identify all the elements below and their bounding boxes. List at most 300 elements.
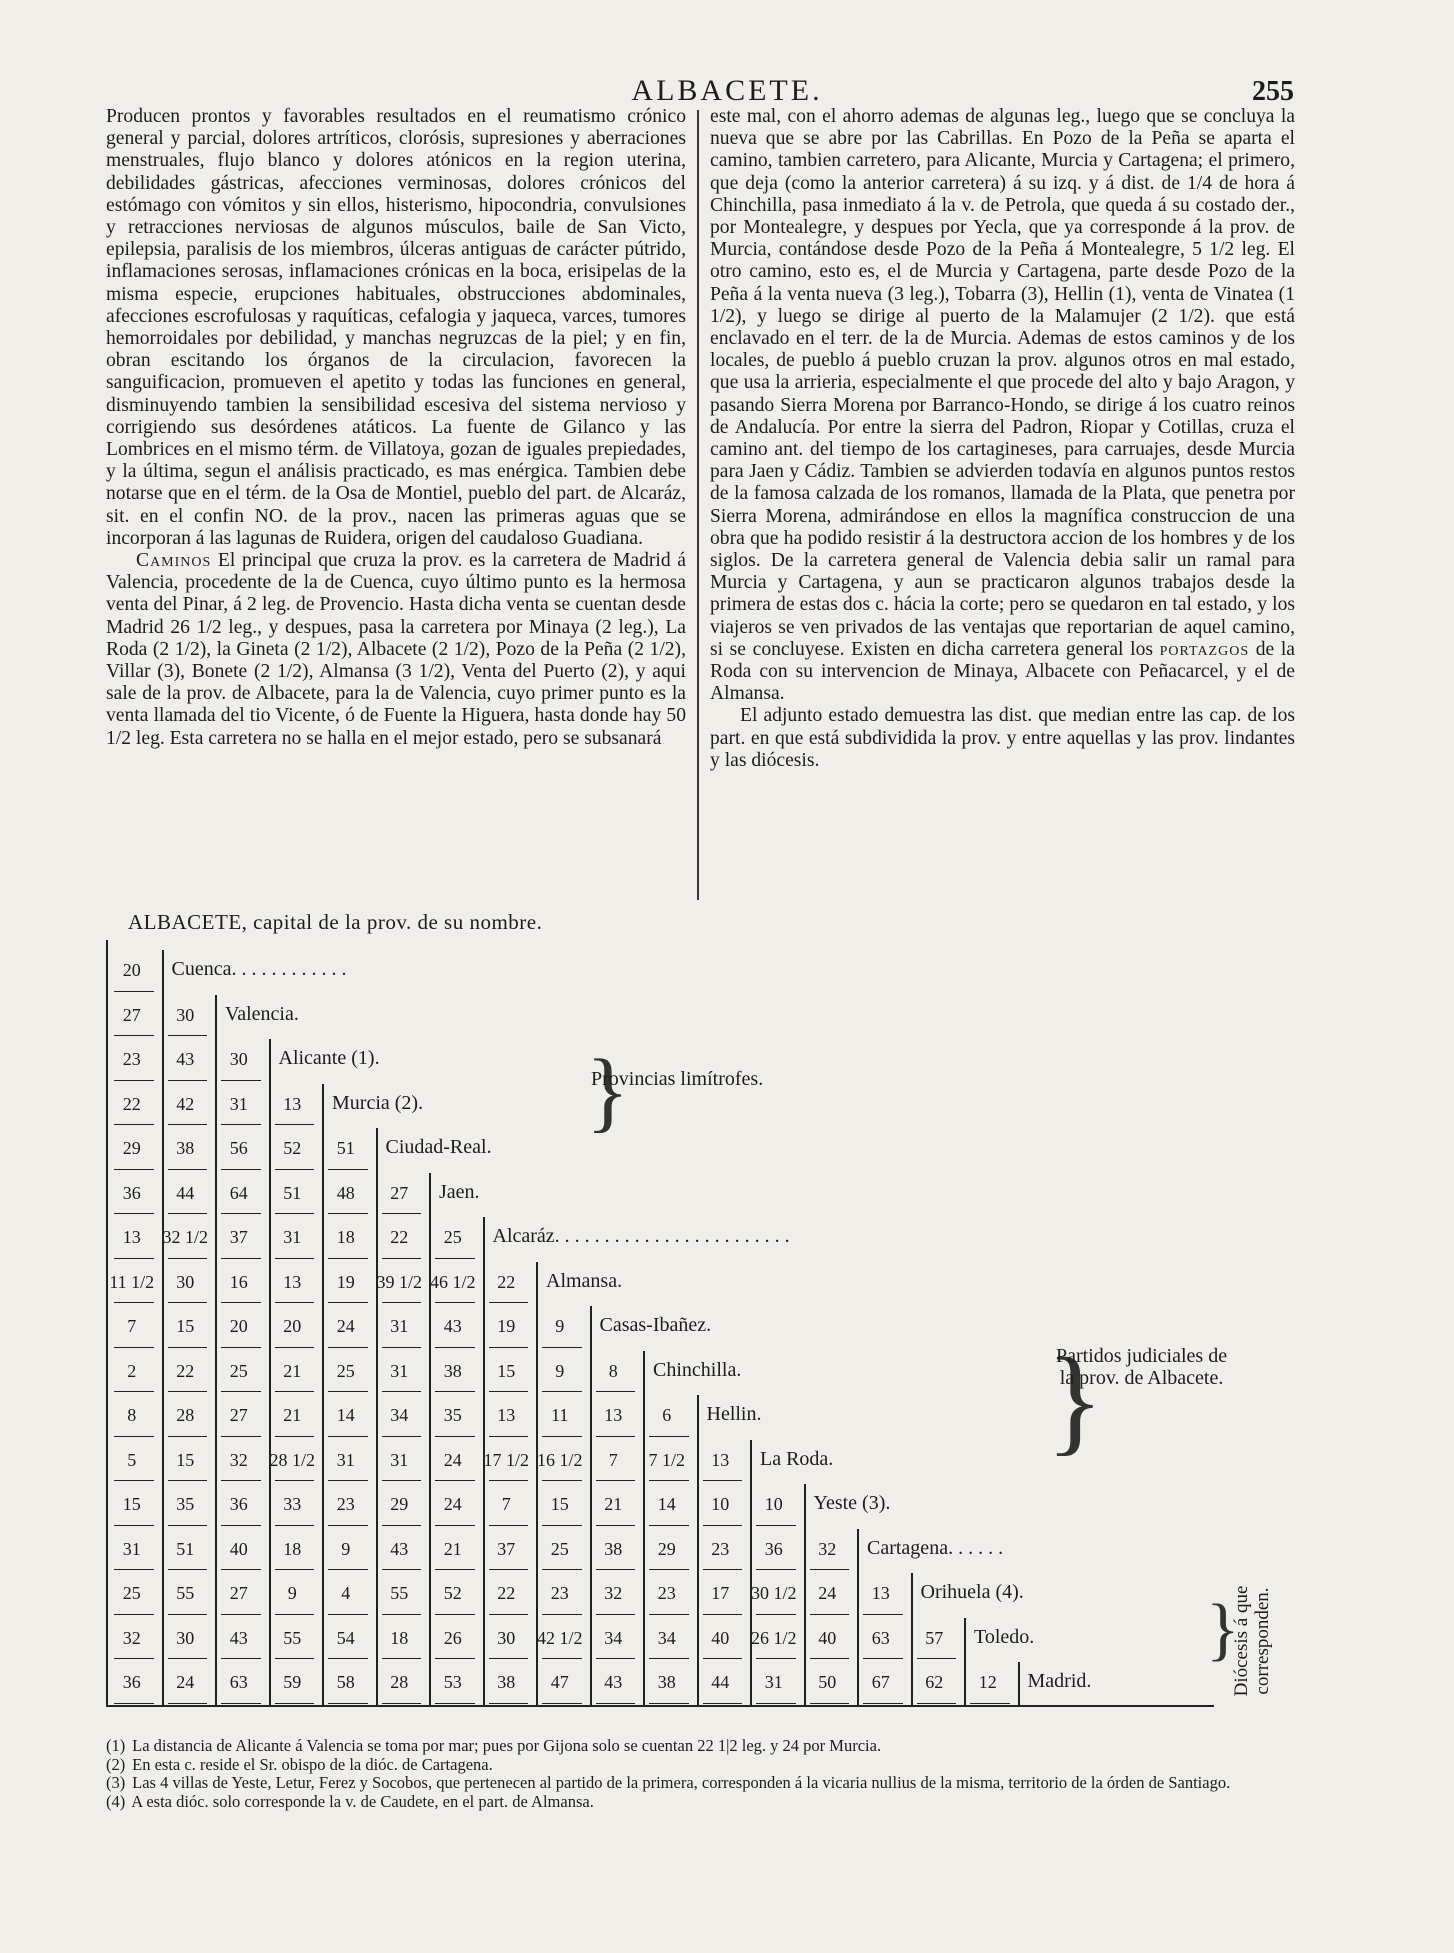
table-cell: 16 1/2 bbox=[536, 1449, 583, 1470]
footnote bbox=[106, 1774, 1316, 1793]
cell-rule bbox=[649, 1703, 689, 1704]
cell-rule bbox=[435, 1436, 475, 1437]
table-cell: 21 bbox=[443, 1538, 462, 1559]
table-cell: 22 bbox=[176, 1360, 195, 1381]
table-cell: 15 bbox=[176, 1449, 195, 1470]
table-cell: 29 bbox=[390, 1494, 409, 1514]
cell-rule bbox=[221, 1703, 261, 1704]
cell-rule bbox=[382, 1436, 422, 1437]
cell-rule bbox=[810, 1703, 850, 1704]
table-cell: 18 bbox=[283, 1538, 302, 1559]
group-brace-dioceses: } bbox=[1206, 1591, 1240, 1668]
table-cell: 33 bbox=[283, 1494, 302, 1514]
table-cell: 9 bbox=[287, 1583, 297, 1603]
footnotes bbox=[106, 1737, 1316, 1811]
table-cell: 25 bbox=[443, 1227, 462, 1247]
table-cell: 30 1/2 bbox=[750, 1583, 797, 1603]
table-cell: 20 bbox=[229, 1316, 248, 1336]
cell-rule bbox=[863, 1703, 903, 1704]
cell-rule bbox=[810, 1569, 850, 1570]
cell-rule bbox=[221, 1347, 261, 1348]
cell-rule bbox=[275, 1525, 315, 1526]
cell-rule bbox=[168, 1436, 208, 1437]
table-cell: 24 bbox=[336, 1316, 355, 1336]
cell-rule bbox=[489, 1480, 529, 1481]
cell-rule bbox=[596, 1391, 636, 1392]
table-cell: 67 bbox=[871, 1672, 890, 1692]
table-cell: 31 bbox=[390, 1449, 409, 1470]
table-cell: 42 bbox=[176, 1093, 195, 1114]
table-cell: 31 bbox=[390, 1316, 409, 1336]
cell-rule bbox=[328, 1213, 368, 1214]
cell-rule bbox=[275, 1658, 315, 1659]
table-cell: 39 1/2 bbox=[376, 1271, 422, 1292]
cell-rule bbox=[114, 1436, 154, 1437]
cell-rule bbox=[970, 1703, 1010, 1704]
cell-rule bbox=[703, 1614, 743, 1615]
row-label: Valencia. bbox=[225, 1002, 299, 1025]
cell-rule bbox=[382, 1658, 422, 1659]
cell-rule bbox=[168, 1124, 208, 1125]
table-cell: 17 1/2 bbox=[483, 1449, 529, 1470]
cell-rule bbox=[382, 1302, 422, 1303]
table-cell: 27 bbox=[229, 1405, 248, 1425]
cell-rule bbox=[542, 1480, 582, 1481]
table-cell: 32 1/2 bbox=[162, 1227, 208, 1247]
table-cell: 13 bbox=[122, 1227, 141, 1247]
table-cell: 55 bbox=[283, 1627, 302, 1648]
cell-rule bbox=[382, 1258, 422, 1259]
cell-rule bbox=[114, 1614, 154, 1615]
cell-rule bbox=[756, 1525, 796, 1526]
cell-rule bbox=[114, 1569, 154, 1570]
cell-rule bbox=[328, 1169, 368, 1170]
table-cell: 38 bbox=[176, 1138, 195, 1158]
table-cell: 23 bbox=[550, 1583, 569, 1603]
table-cell: 21 bbox=[604, 1494, 623, 1514]
table-cell: 51 bbox=[176, 1538, 195, 1559]
cell-rule bbox=[382, 1614, 422, 1615]
cell-rule bbox=[221, 1436, 261, 1437]
paragraph-text: de la Roda con su intervencion de Minaya, Albacete con Peñacarcel, y el de Almansa. bbox=[710, 638, 1295, 705]
table-cell: 34 bbox=[657, 1627, 676, 1648]
cell-rule bbox=[382, 1703, 422, 1704]
table-cell: 55 bbox=[176, 1583, 195, 1603]
table-cell: 15 bbox=[122, 1494, 141, 1514]
cell-rule bbox=[489, 1569, 529, 1570]
row-label: Ciudad-Real. bbox=[385, 1136, 492, 1158]
cell-rule bbox=[703, 1480, 743, 1481]
footnote bbox=[106, 1756, 1316, 1775]
table-cell: 15 bbox=[550, 1494, 569, 1514]
table-cell: 38 bbox=[497, 1672, 516, 1692]
page-title: ALBACETE. bbox=[631, 74, 823, 107]
table-cell: 36 bbox=[764, 1538, 783, 1559]
cell-rule bbox=[542, 1703, 582, 1704]
cell-rule bbox=[596, 1436, 636, 1437]
row-divider bbox=[429, 1173, 431, 1707]
table-cell: 13 bbox=[711, 1449, 730, 1470]
table-cell: 19 bbox=[336, 1271, 355, 1292]
table-cell: 36 bbox=[122, 1672, 141, 1692]
group-brace-provinces: } bbox=[586, 1042, 630, 1141]
cell-rule bbox=[328, 1302, 368, 1303]
cell-rule bbox=[649, 1436, 689, 1437]
table-cell: 27 bbox=[122, 1004, 141, 1025]
cell-rule bbox=[489, 1525, 529, 1526]
cell-rule bbox=[221, 1569, 261, 1570]
cell-rule bbox=[596, 1658, 636, 1659]
table-cell: 32 bbox=[122, 1627, 141, 1648]
table-border-bottom bbox=[106, 1705, 1214, 1707]
cell-rule bbox=[114, 1480, 154, 1481]
table-cell: 31 bbox=[764, 1672, 783, 1692]
cell-rule bbox=[328, 1614, 368, 1615]
running-head bbox=[0, 74, 1454, 108]
table-cell: 52 bbox=[283, 1138, 302, 1158]
table-cell: 5 bbox=[127, 1449, 137, 1470]
paragraph: Producen prontos y favorables resultados en el reumatismo crónico general y parcial, dolores artríticos, clorósis, supresiones y aberraciones menstruales, flujo blanco y dolores atónicos en la region uterina, debilidades gástricas, afecciones verminosas, dolores crónicos del estómago con vómitos y sin ellos, histerismo, hipocondria, convulsiones y retracciones nerviosas de algunos músculos, baile de San Victo, epilepsia, paralisis de los miembros, úlceras antiguas de carácter pútrido, inflamaciones serosas, inflamaciones crónicas en la boca, erisipelas de la misma especie, erupciones habituales, obstrucciones abdominales, afecciones escrofulosas y raquíticas, cefalogia y jaqueca, varces, tumores hemorroidales por debilidad, y manchas negruzcas de la piel; y en fin, obran escitando los órganos de la circulacion, favorecen la sanguificacion, promueven el apetito y todas las funciones en general, disminuyendo tambien la sensibilidad escesiva del sistema nervioso y corrigiendo sus desórdenes atáticos. La fuente de Gilanco y las Lombrices en el mismo térm. de Villatoya, gozan de iguales prepiedades, y la última, segun el análisis practicado, es mas enérgica. Tambien debe notarse que en el térm. de la Osa de Montiel, pueblo del part. de Alcaráz, sit. en el confin NO. de la prov., nacen las primeras aguas que se incorporan á las lagunas de Ruidera, origen del caudaloso Guadiana. bbox=[106, 106, 686, 549]
cell-rule bbox=[435, 1658, 475, 1659]
cell-rule bbox=[114, 1525, 154, 1526]
group-label-dioceses bbox=[1231, 1556, 1273, 1726]
cell-rule bbox=[114, 1658, 154, 1659]
table-cell: 11 1/2 bbox=[109, 1271, 155, 1292]
table-cell: 31 bbox=[229, 1093, 248, 1114]
cell-rule bbox=[168, 1658, 208, 1659]
table-cell: 56 bbox=[229, 1138, 248, 1158]
section-lead: Caminos bbox=[136, 550, 212, 572]
paragraph: El adjunto estado demuestra las dist. que median entre las cap. de los part. en que está subdividida la prov. y entre aquellas y las prov. lindantes y las diócesis. bbox=[710, 705, 1295, 771]
paragraph-text: El principal que cruza la prov. es la carretera de Madrid á Valencia, procedente de la de Cuenca, cuyo último punto es la hermosa venta del Pinar, á 2 leg. de Provencio. Hasta dicha venta se cuentan desde Madrid 26 1/2 leg., y despues, pasa la carretera por Minaya (2 leg.), La Roda (2 1/2), la Gineta (2 1/2), Albacete (2 1/2), Pozo de la Peña (2 1/2), Villar (3), Bonete (2 1/2), Almansa (3 1/2), Venta del Puerto (2), y aqui sale de la prov. de Albacete, para la de Valencia, cuyo primer punto es la venta llamada del tio Vicente, ó de Fuente la Higuera, hasta donde hay 50 1/2 leg. Esta carretera no se halla en el mejor estado, pero se subsanará bbox=[106, 550, 686, 749]
table-cell: 30 bbox=[176, 1271, 195, 1292]
table-cell: 59 bbox=[283, 1672, 302, 1692]
table-cell: 26 bbox=[443, 1627, 462, 1648]
cell-rule bbox=[168, 1614, 208, 1615]
table-cell: 47 bbox=[550, 1672, 569, 1692]
table-cell: 34 bbox=[604, 1627, 623, 1648]
cell-rule bbox=[328, 1436, 368, 1437]
cell-rule bbox=[114, 1169, 154, 1170]
cell-rule bbox=[275, 1258, 315, 1259]
table-cell: 30 bbox=[497, 1627, 516, 1648]
table-cell: 22 bbox=[122, 1093, 141, 1114]
cell-rule bbox=[168, 1391, 208, 1392]
row-label: Alcaráz. . . . . . . . . . . . . . . . . . . . . . . . bbox=[492, 1225, 790, 1247]
table-cell: 13 bbox=[604, 1405, 623, 1425]
paragraph bbox=[106, 550, 686, 750]
table-cell: 9 bbox=[341, 1538, 351, 1559]
cell-rule bbox=[382, 1569, 422, 1570]
distance-table bbox=[106, 940, 1316, 1700]
cell-rule bbox=[917, 1703, 957, 1704]
table-cell: 24 bbox=[443, 1494, 462, 1514]
table-cell: 15 bbox=[176, 1316, 195, 1336]
paragraph-text: este mal, con el ahorro ademas de algunas leg., luego que se concluya la nueva que se abre por las Cabrillas. En Pozo de la Peña se aparta el camino, tambien carretero, para Alicante, Murcia y Cartagena; el primero, que deja (como la anterior carretera) á su izq. y á dist. de 1/4 de hora á Chinchilla, pasa inmediato á la v. de Petrola, que queda á su costado der., por Montealegre, y despues por Yecla, que ya corresponde á la prov. de Murcia, contándose desde Pozo de la Peña á Montealegre, 5 1/2 leg. El otro camino, esto es, el de Murcia y Cartagena, parte desde Pozo de la Peña á la venta nueva (3 leg.), Tobarra (3), Hellin (1), venta de Vinatea (1 1/2), y luego se dirige al puerto de la Malamujer (2 1/2). que está enclavado en el terr. de la de Murcia. Ademas de estos caminos y de los locales, de pueblo á pueblo cruzan la prov. algunos otros en mal estado, que usa la arrieria, especialmente el que procede del alto y bajo Aragon, y pasando Sierra Morena por Barranco-Hondo, se dirige á los cuatro reinos de Andalucía. Por entre la sierra del Padron, Riopar y Cotillas, cruza el camino ant. del tiempo de los cartagineses, para carruajes, desde Murcia para Jaen y Cádiz. Tambien se advierden todavía en algunos puntos restos de la famosa calzada de los romanos, llamada de la Plata, que penetra por Sierra Morena, admirándose en ellos la magnífica construccion de una obra que ha podido resistir á la destructora accion de los hombres y de los siglos. De la carretera general de Valencia debia salir un ramal para Murcia y Cartagena, y aun se practicaron algunos trabajos desde la primera de estas dos c. hácia la corte; pero se quedaron en tal estado, y los viajeros se ven privados de las ventajas que reportarian de aquel camino, si se concluyese. Existen en dicha carretera general los bbox=[710, 106, 1295, 660]
cell-rule bbox=[542, 1391, 582, 1392]
table-cell: 7 bbox=[501, 1494, 511, 1514]
cell-rule bbox=[596, 1614, 636, 1615]
cell-rule bbox=[703, 1658, 743, 1659]
row-divider bbox=[964, 1618, 966, 1707]
group-label-line: Partidos judiciales de bbox=[1056, 1345, 1228, 1367]
cell-rule bbox=[328, 1525, 368, 1526]
table-cell: 44 bbox=[711, 1672, 730, 1692]
table-cell: 14 bbox=[657, 1494, 676, 1514]
cell-rule bbox=[275, 1302, 315, 1303]
small-caps-term: portazgos bbox=[1159, 638, 1250, 660]
table-cell: 64 bbox=[229, 1182, 248, 1203]
cell-rule bbox=[382, 1525, 422, 1526]
cell-rule bbox=[863, 1658, 903, 1659]
table-cell: 37 bbox=[229, 1227, 248, 1247]
cell-rule bbox=[168, 1213, 208, 1214]
table-cell: 36 bbox=[122, 1182, 141, 1203]
table-cell: 28 bbox=[390, 1672, 409, 1692]
cell-rule bbox=[382, 1213, 422, 1214]
cell-rule bbox=[435, 1480, 475, 1481]
cell-rule bbox=[649, 1525, 689, 1526]
table-cell: 27 bbox=[229, 1583, 248, 1603]
row-label: Toledo. bbox=[974, 1625, 1035, 1648]
cell-rule bbox=[114, 1703, 154, 1704]
footnote-text: La distancia de Alicante á Valencia se toma por mar; pues por Gijona solo se cuentan 22 1|2 leg. y 24 por Murcia. bbox=[128, 1736, 882, 1755]
cell-rule bbox=[328, 1258, 368, 1259]
cell-rule bbox=[542, 1569, 582, 1570]
footnote-number: (3) bbox=[106, 1773, 126, 1792]
cell-rule bbox=[542, 1436, 582, 1437]
cell-rule bbox=[168, 1080, 208, 1081]
table-cell: 9 bbox=[555, 1316, 565, 1336]
table-cell: 4 bbox=[341, 1583, 351, 1603]
table-cell: 7 1/2 bbox=[648, 1449, 685, 1470]
cell-rule bbox=[328, 1703, 368, 1704]
table-cell: 17 bbox=[711, 1583, 730, 1603]
cell-rule bbox=[703, 1569, 743, 1570]
table-cell: 32 bbox=[818, 1538, 837, 1559]
cell-rule bbox=[596, 1569, 636, 1570]
footnote bbox=[106, 1793, 1316, 1812]
table-cell: 27 bbox=[390, 1182, 409, 1203]
table-cell: 14 bbox=[336, 1405, 355, 1425]
table-cell: 20 bbox=[283, 1316, 302, 1336]
group-label-line: Diócesis á que bbox=[1231, 1585, 1252, 1697]
cell-rule bbox=[221, 1302, 261, 1303]
table-cell: 31 bbox=[390, 1360, 409, 1381]
table-cell: 23 bbox=[711, 1538, 730, 1559]
cell-rule bbox=[435, 1302, 475, 1303]
cell-rule bbox=[221, 1614, 261, 1615]
row-divider bbox=[1018, 1662, 1020, 1707]
cell-rule bbox=[168, 1569, 208, 1570]
cell-rule bbox=[114, 1080, 154, 1081]
cell-rule bbox=[221, 1258, 261, 1259]
table-cell: 22 bbox=[497, 1583, 516, 1603]
table-cell: 8 bbox=[127, 1405, 137, 1425]
table-cell: 32 bbox=[229, 1449, 248, 1470]
cell-rule bbox=[328, 1480, 368, 1481]
footnote bbox=[106, 1737, 1316, 1756]
cell-rule bbox=[221, 1080, 261, 1081]
cell-rule bbox=[435, 1525, 475, 1526]
cell-rule bbox=[542, 1525, 582, 1526]
table-cell: 31 bbox=[283, 1227, 302, 1247]
cell-rule bbox=[275, 1569, 315, 1570]
page-number: 255 bbox=[1252, 76, 1294, 107]
row-label: Casas-Ibañez. bbox=[599, 1314, 712, 1336]
table-cell: 38 bbox=[443, 1360, 462, 1381]
table-cell: 18 bbox=[336, 1227, 355, 1247]
cell-rule bbox=[328, 1569, 368, 1570]
row-label: Alicante (1). bbox=[278, 1047, 380, 1069]
table-cell: 23 bbox=[336, 1494, 355, 1514]
table-cell: 50 bbox=[818, 1672, 837, 1692]
cell-rule bbox=[114, 1347, 154, 1348]
table-cell: 55 bbox=[390, 1583, 409, 1603]
cell-rule bbox=[756, 1703, 796, 1704]
table-cell: 26 1/2 bbox=[750, 1627, 797, 1648]
cell-rule bbox=[596, 1480, 636, 1481]
cell-rule bbox=[221, 1169, 261, 1170]
row-divider bbox=[322, 1084, 324, 1707]
table-cell: 25 bbox=[550, 1538, 569, 1559]
cell-rule bbox=[649, 1569, 689, 1570]
table-cell: 11 bbox=[551, 1405, 569, 1425]
row-label: Murcia (2). bbox=[332, 1091, 424, 1114]
cell-rule bbox=[275, 1213, 315, 1214]
table-cell: 13 bbox=[283, 1093, 302, 1114]
cell-rule bbox=[649, 1658, 689, 1659]
table-cell: 48 bbox=[336, 1182, 355, 1203]
cell-rule bbox=[435, 1347, 475, 1348]
table-cell: 58 bbox=[336, 1672, 355, 1692]
cell-rule bbox=[221, 1480, 261, 1481]
table-cell: 31 bbox=[122, 1538, 141, 1559]
table-cell: 29 bbox=[122, 1138, 141, 1158]
row-divider bbox=[750, 1440, 752, 1707]
cell-rule bbox=[542, 1658, 582, 1659]
row-label: Cartagena. . . . . . bbox=[867, 1536, 1004, 1559]
cell-rule bbox=[703, 1525, 743, 1526]
row-divider bbox=[643, 1351, 645, 1707]
table-cell: 23 bbox=[122, 1049, 141, 1069]
cell-rule bbox=[168, 1525, 208, 1526]
row-label: Orihuela (4). bbox=[920, 1581, 1024, 1603]
footnote-text: Las 4 villas de Yeste, Letur, Ferez y Socobos, que pertenecen al partido de la primera, corresponden á la vicaria nullius de la misma, territorio de la órden de Santiago. bbox=[128, 1773, 1231, 1792]
table-cell: 28 1/2 bbox=[269, 1449, 315, 1470]
table-cell: 28 bbox=[176, 1405, 195, 1425]
table-cell: 12 bbox=[978, 1672, 997, 1692]
cell-rule bbox=[382, 1391, 422, 1392]
table-cell: 35 bbox=[176, 1494, 195, 1514]
table-cell: 22 bbox=[390, 1227, 409, 1247]
left-column bbox=[106, 106, 686, 750]
table-cell: 63 bbox=[871, 1627, 890, 1648]
cell-rule bbox=[328, 1391, 368, 1392]
table-caption: ALBACETE, capital de la prov. de su nombre. bbox=[128, 910, 543, 934]
table-cell: 2 bbox=[127, 1360, 137, 1381]
table-cell: 8 bbox=[608, 1360, 618, 1381]
column-divider bbox=[697, 110, 699, 900]
table-cell: 24 bbox=[443, 1449, 462, 1470]
table-cell: 54 bbox=[336, 1627, 355, 1648]
cell-rule bbox=[382, 1347, 422, 1348]
table-cell: 52 bbox=[443, 1583, 462, 1603]
cell-rule bbox=[596, 1525, 636, 1526]
cell-rule bbox=[221, 1525, 261, 1526]
cell-rule bbox=[328, 1347, 368, 1348]
table-cell: 13 bbox=[871, 1583, 890, 1603]
table-cell: 43 bbox=[390, 1538, 409, 1559]
cell-rule bbox=[275, 1391, 315, 1392]
table-cell: 15 bbox=[497, 1360, 516, 1381]
cell-rule bbox=[435, 1703, 475, 1704]
cell-rule bbox=[596, 1703, 636, 1704]
table-cell: 35 bbox=[443, 1405, 462, 1425]
cell-rule bbox=[489, 1614, 529, 1615]
cell-rule bbox=[328, 1658, 368, 1659]
table-cell: 32 bbox=[604, 1583, 623, 1603]
cell-rule bbox=[275, 1124, 315, 1125]
cell-rule bbox=[542, 1347, 582, 1348]
table-cell: 31 bbox=[336, 1449, 355, 1470]
cell-rule bbox=[114, 1213, 154, 1214]
paragraph bbox=[710, 106, 1295, 705]
cell-rule bbox=[168, 1035, 208, 1036]
group-label-line: la prov. de Albacete. bbox=[1059, 1367, 1224, 1389]
table-cell: 10 bbox=[764, 1494, 783, 1514]
cell-rule bbox=[810, 1658, 850, 1659]
table-cell: 46 1/2 bbox=[429, 1271, 476, 1292]
cell-rule bbox=[435, 1391, 475, 1392]
row-label: Hellin. bbox=[706, 1403, 762, 1425]
cell-rule bbox=[917, 1658, 957, 1659]
table-cell: 13 bbox=[497, 1405, 516, 1425]
row-label: Cuenca. . . . . . . . . . . . bbox=[171, 958, 347, 980]
row-label: Jaen. bbox=[439, 1180, 480, 1203]
cell-rule bbox=[810, 1614, 850, 1615]
cell-rule bbox=[168, 1480, 208, 1481]
table-cell: 30 bbox=[176, 1004, 195, 1025]
cell-rule bbox=[168, 1169, 208, 1170]
cell-rule bbox=[114, 1302, 154, 1303]
table-cell: 40 bbox=[818, 1627, 837, 1648]
cell-rule bbox=[114, 1124, 154, 1125]
table-cell: 51 bbox=[336, 1138, 355, 1158]
group-brace-partidos: } bbox=[1046, 1333, 1104, 1466]
table-cell: 24 bbox=[818, 1583, 837, 1603]
cell-rule bbox=[489, 1302, 529, 1303]
table-cell: 29 bbox=[657, 1538, 676, 1559]
table-cell: 40 bbox=[711, 1627, 730, 1648]
table-cell: 6 bbox=[662, 1405, 672, 1425]
table-cell: 43 bbox=[229, 1627, 248, 1648]
table-cell: 63 bbox=[229, 1672, 248, 1692]
table-cell: 7 bbox=[608, 1449, 618, 1470]
cell-rule bbox=[221, 1391, 261, 1392]
table-cell: 23 bbox=[657, 1583, 676, 1603]
footnote-text: A esta dióc. solo corresponde la v. de Caudete, en el part. de Almansa. bbox=[128, 1791, 594, 1811]
table-cell: 20 bbox=[122, 960, 141, 980]
table-cell: 40 bbox=[229, 1538, 248, 1559]
cell-rule bbox=[221, 1213, 261, 1214]
cell-rule bbox=[489, 1391, 529, 1392]
cell-rule bbox=[221, 1124, 261, 1125]
cell-rule bbox=[649, 1480, 689, 1481]
table-cell: 53 bbox=[443, 1672, 462, 1692]
cell-rule bbox=[221, 1658, 261, 1659]
cell-rule bbox=[168, 1703, 208, 1704]
